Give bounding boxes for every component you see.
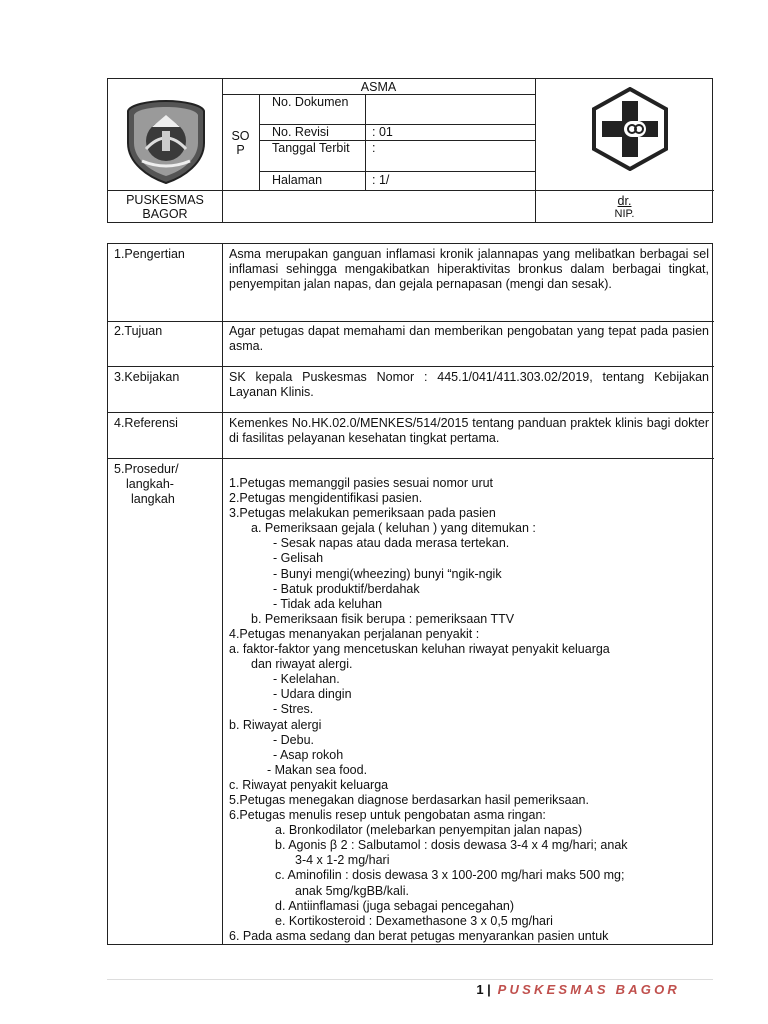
- list-item: dan riwayat alergi.: [251, 657, 353, 672]
- list-item: 6.Petugas menulis resep untuk pengobatan asma ringan:: [229, 808, 546, 823]
- list-item: - Makan sea food.: [267, 762, 368, 777]
- list-item: b. Pemeriksaan fisik berupa : pemeriksaan TTV: [251, 611, 515, 626]
- section-label-pengertian: 1.Pengertian: [114, 247, 185, 261]
- sop-label: SO P: [231, 129, 250, 157]
- row-label-no-dokumen: No. Dokumen: [272, 95, 349, 109]
- signature-nip: NIP.: [614, 208, 635, 220]
- page-number: 1 |: [476, 982, 491, 997]
- divider: [259, 171, 535, 172]
- procedure-label-3: langkah: [131, 492, 175, 506]
- section-label-kebijakan: 3.Kebijakan: [114, 370, 180, 384]
- list-item: c. Riwayat penyakit keluarga: [229, 777, 389, 792]
- org-name: PUSKESMAS BAGOR: [126, 193, 204, 221]
- list-item: - Batuk produktif/berdahak: [273, 581, 420, 596]
- regency-logo: [122, 97, 210, 188]
- list-item: 1.Petugas memanggil pasies sesuai nomor urut: [229, 476, 494, 490]
- section-text-tujuan: Agar petugas dapat memahami dan memberikan pengobatan yang tepat pada pasien asma.: [229, 324, 709, 353]
- section-text-referensi: Kemenkes No.HK.02.0/MENKES/514/2015 tentang panduan praktek klinis bagi dokter di fasilitas pelayanan kesehatan tingkat pertama.: [229, 416, 709, 445]
- divider: [222, 94, 535, 95]
- list-item: d. Antiinflamasi (juga sebagai pencegahan): [275, 898, 515, 913]
- document-title: ASMA: [360, 80, 397, 94]
- row-label-halaman: Halaman: [272, 173, 323, 187]
- list-item: - Tidak ada keluhan: [273, 596, 383, 611]
- list-item: anak 5mg/kgBB/kali.: [295, 883, 409, 898]
- list-item: 6. Pada asma sedang dan berat petugas menyarankan pasien untuk: [229, 928, 609, 943]
- puskesmas-logo: [588, 87, 672, 174]
- page-footer: [476, 982, 680, 997]
- row-label-tanggal-terbit: Tanggal Terbit: [272, 141, 350, 155]
- section-text-pengertian: Asma merupakan ganguan inflamasi kronik jalannapas yang melibatkan berbagai sel inflamasi sehingga mengakibatkan hiperaktivitas bronkus dalam berbagai tingkat, penyempitan jalan napas, dan gejala pernapasan (mengi dan sesak).: [229, 247, 709, 291]
- list-item: - Kelelahan.: [273, 672, 340, 687]
- row-value-halaman: : 1/: [372, 173, 390, 187]
- list-item: - Gelisah: [273, 551, 324, 566]
- divider: [365, 94, 366, 190]
- list-item: b. Agonis β 2 : Salbutamol : dosis dewasa 3-4 x 4 mg/hari; anak: [275, 838, 628, 853]
- row-value-no-revisi: : 01: [372, 125, 393, 139]
- list-item: 3.Petugas melakukan pemeriksaan pada pasien: [229, 506, 496, 521]
- divider: [108, 190, 714, 191]
- list-item: - Udara dingin: [273, 687, 352, 702]
- divider: [108, 412, 714, 413]
- procedure-label-1: 5.Prosedur/: [114, 462, 179, 476]
- procedure-label-2: langkah-: [126, 477, 174, 491]
- list-item: - Bunyi mengi(wheezing) bunyi “ngik-ngik: [273, 566, 502, 581]
- list-item: 4.Petugas menanyakan perjalanan penyakit :: [229, 626, 480, 641]
- list-item: - Debu.: [273, 732, 314, 747]
- list-item: a. Bronkodilator (melebarkan penyempitan jalan napas): [275, 823, 583, 838]
- list-item: b. Riwayat alergi: [229, 717, 322, 732]
- list-item: 3-4 x 1-2 mg/hari: [295, 853, 390, 868]
- divider: [259, 94, 260, 190]
- list-item: c. Aminofilin : dosis dewasa 3 x 100-200 mg/hari maks 500 mg;: [275, 868, 625, 883]
- divider: [108, 321, 714, 322]
- section-label-tujuan: 2.Tujuan: [114, 324, 163, 338]
- section-text-kebijakan: SK kepala Puskesmas Nomor : 445.1/041/411.303.02/2019, tentang Kebijakan Layanan Klinis.: [229, 370, 709, 399]
- section-label-referensi: 4.Referensi: [114, 416, 178, 430]
- list-item: - Stres.: [273, 702, 314, 717]
- sop-header-table: [107, 78, 713, 223]
- list-item: a. faktor-faktor yang mencetuskan keluhan riwayat penyakit keluarga: [229, 642, 610, 657]
- divider: [108, 366, 714, 367]
- procedure-steps: [229, 476, 709, 944]
- sop-content-table: [107, 243, 713, 945]
- list-item: e. Kortikosteroid : Dexamethasone 3 x 0,5 mg/hari: [275, 913, 553, 928]
- footer-org-name: PUSKESMAS BAGOR: [497, 982, 680, 997]
- list-item: a. Pemeriksaan gejala ( keluhan ) yang ditemukan :: [251, 521, 536, 536]
- list-item: 5.Petugas menegakan diagnose berdasarkan hasil pemeriksaan.: [229, 792, 589, 807]
- divider: [222, 244, 223, 944]
- row-value-tanggal-terbit: :: [372, 141, 376, 155]
- list-item: 2.Petugas mengidentifikasi pasien.: [229, 491, 423, 506]
- list-item: - Asap rokoh: [273, 747, 344, 762]
- footer-divider: [107, 979, 713, 980]
- row-label-no-revisi: No. Revisi: [272, 125, 329, 139]
- divider: [108, 458, 714, 459]
- list-item: - Sesak napas atau dada merasa tertekan.: [273, 536, 510, 551]
- signature-title: dr.: [617, 194, 632, 208]
